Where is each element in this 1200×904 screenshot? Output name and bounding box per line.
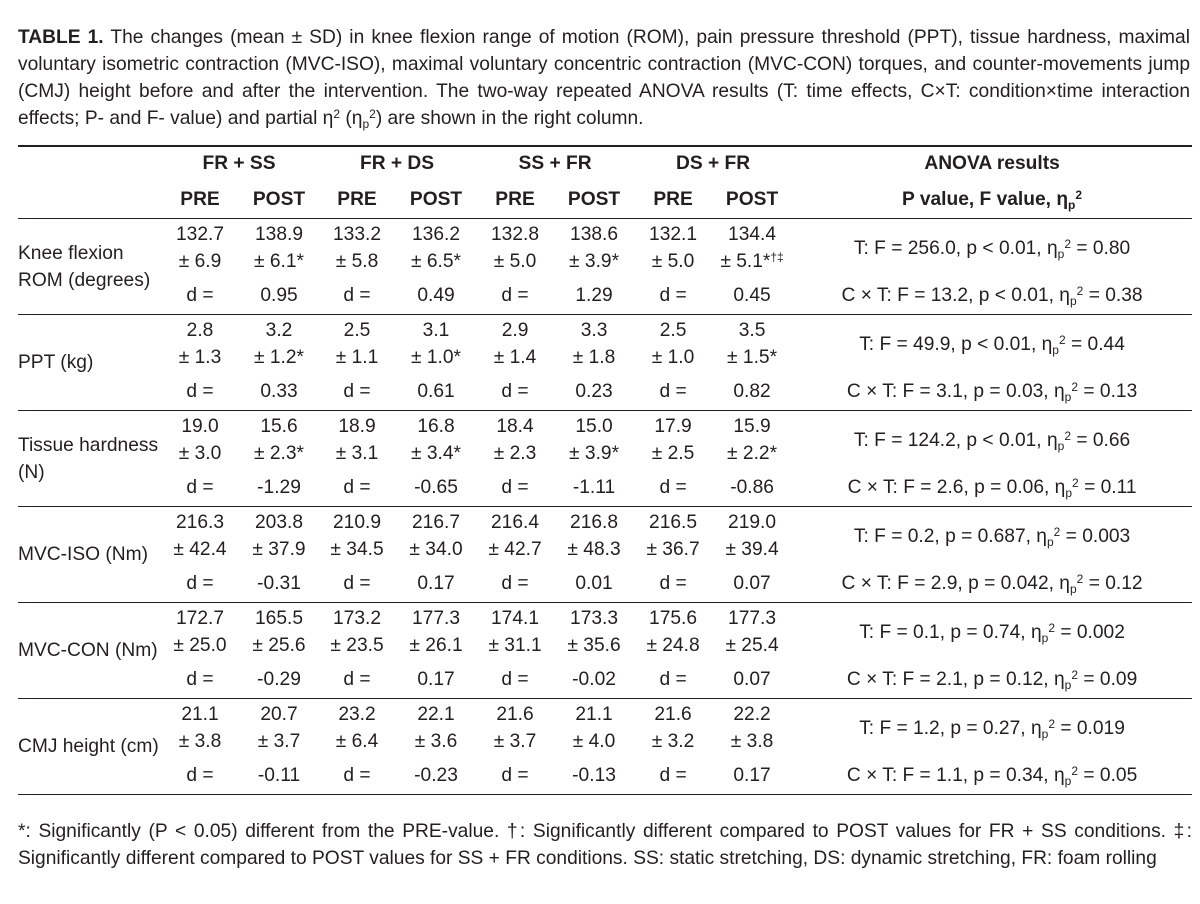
time-effect: T: F = 1.2, p = 0.27, $\eta_p^2 = 0.019$ (859, 716, 1125, 741)
sd-value (160, 248, 240, 275)
sd-text: ± 6.4 (335, 731, 379, 752)
mean-value: 132.7 (175, 224, 224, 245)
value-cell (240, 603, 318, 662)
value-cell (318, 603, 396, 662)
value-cell (554, 603, 634, 662)
d-label: d = (634, 373, 712, 411)
sd-text: ± 34.0 (409, 539, 463, 560)
value-cell (160, 699, 240, 758)
interaction-effect: C × T: F = 2.6, p = 0.06, $\eta_p^2 = 0.11$ (792, 469, 1192, 507)
sd-text: ± 1.3 (178, 347, 222, 368)
mean-value: 3.5 (738, 320, 766, 341)
sd-text: ± 4.0 (572, 731, 616, 752)
sd-value (554, 536, 634, 563)
effect-size-value: 0.82 (712, 373, 792, 411)
sd-text: ± 3.2 (651, 731, 695, 752)
sd-text: ± 31.1 (488, 635, 542, 656)
d-label: d = (634, 757, 712, 795)
value-cell (712, 315, 792, 374)
anova-subheader: P value, F value, $\eta_p^2$ (792, 182, 1192, 219)
row-label: MVC-ISO (Nm) (18, 507, 160, 603)
effect-size-row (18, 469, 1192, 507)
value-cell (634, 411, 712, 470)
effect-size-value: -0.29 (240, 661, 318, 699)
sd-text: ± 35.6 (567, 635, 621, 656)
sd-value (318, 536, 396, 563)
value-cell (396, 507, 476, 566)
row-label: CMJ height (cm) (18, 699, 160, 795)
sd-text: ± 2.2* (727, 443, 778, 464)
mean-value: 18.4 (496, 416, 534, 437)
mean-value: 132.1 (649, 224, 698, 245)
value-cell (318, 411, 396, 470)
d-label: d = (476, 661, 554, 699)
mean-value: 2.8 (186, 320, 214, 341)
sd-value (318, 248, 396, 275)
d-label: d = (318, 757, 396, 795)
pre-header: PRE (476, 182, 554, 219)
sd-value (396, 344, 476, 371)
value-cell (240, 315, 318, 374)
mean-value: 219.0 (728, 512, 777, 533)
d-label: d = (476, 373, 554, 411)
mean-value: 175.6 (649, 608, 698, 629)
mean-value: 216.4 (491, 512, 540, 533)
value-cell (712, 699, 792, 758)
sd-value (476, 344, 554, 371)
results-table (18, 146, 1192, 795)
sd-text: ± 3.1 (335, 443, 379, 464)
sd-text: ± 25.4 (725, 635, 779, 656)
sd-value (240, 632, 318, 659)
sd-text: ± 3.8 (178, 731, 222, 752)
post-header: POST (396, 182, 476, 219)
sd-text: ± 3.4* (411, 443, 462, 464)
value-cell (160, 507, 240, 566)
sd-text: ± 24.8 (646, 635, 700, 656)
value-cell (554, 699, 634, 758)
sd-text: ± 1.5* (727, 347, 778, 368)
sd-text: ± 3.7 (493, 731, 537, 752)
sd-text: ± 5.8 (335, 251, 379, 272)
sd-value (160, 440, 240, 467)
sd-value (318, 440, 396, 467)
value-cell (712, 603, 792, 662)
sd-value (712, 728, 792, 755)
d-label: d = (476, 277, 554, 315)
sd-value (318, 344, 396, 371)
value-cell (634, 699, 712, 758)
sd-text: ± 34.5 (330, 539, 384, 560)
significance-marker: †‡ (770, 250, 784, 264)
mean-value: 15.6 (260, 416, 298, 437)
value-cell (712, 219, 792, 278)
mean-value: 2.5 (343, 320, 371, 341)
value-cell (160, 315, 240, 374)
sd-value (476, 728, 554, 755)
post-header: POST (240, 182, 318, 219)
effect-size-value: 0.07 (712, 565, 792, 603)
effect-size-row (18, 565, 1192, 603)
mean-value: 165.5 (255, 608, 304, 629)
table-caption: TABLE 1. The changes (mean ± SD) in knee flexion range of motion (ROM), pain pressure threshold (PPT), tissue hardness, maximal voluntary isometric contraction (MVC-ISO), maximal voluntary concentric contraction (MVC-CON) torques, and counter-movements jump (CMJ) height before and after the intervention. The two-way repeated ANOVA results (T: time effects, C×T: condition×time interaction effects; P- and F- value) and partial $\eta^2$ $(\eta_p^2)$ are shown in the right column. (18, 27, 1190, 131)
value-cell (240, 699, 318, 758)
d-label: d = (160, 469, 240, 507)
sd-value (712, 344, 792, 371)
mean-value: 22.1 (417, 704, 455, 725)
d-label: d = (318, 469, 396, 507)
value-cell (396, 699, 476, 758)
sd-text: ± 26.1 (409, 635, 463, 656)
mean-value: 134.4 (728, 224, 777, 245)
effect-size-value: 0.17 (712, 757, 792, 795)
mean-value: 138.6 (570, 224, 619, 245)
effect-size-value: 0.61 (396, 373, 476, 411)
value-cell (634, 219, 712, 278)
effect-size-value: -1.11 (554, 469, 634, 507)
mean-value: 173.3 (570, 608, 619, 629)
mean-value: 3.3 (580, 320, 608, 341)
table-row (18, 219, 1192, 278)
d-label: d = (160, 373, 240, 411)
row-label: Tissue hardness (N) (18, 411, 160, 507)
effect-size-value: 0.45 (712, 277, 792, 315)
value-cell (634, 603, 712, 662)
sd-value (396, 440, 476, 467)
sd-text: ± 1.4 (493, 347, 537, 368)
table-row (18, 411, 1192, 470)
mean-value: 216.5 (649, 512, 698, 533)
d-label: d = (476, 565, 554, 603)
sd-text: ± 2.3 (493, 443, 537, 464)
mean-value: 210.9 (333, 512, 382, 533)
value-cell (476, 315, 554, 374)
sd-value (396, 728, 476, 755)
sd-text: ± 3.7 (257, 731, 301, 752)
sd-value (554, 248, 634, 275)
sd-text: ± 1.0 (651, 347, 695, 368)
sd-value (396, 248, 476, 275)
table-row (18, 603, 1192, 662)
sd-text: ± 5.1* (720, 251, 771, 272)
sd-text: ± 37.9 (252, 539, 306, 560)
value-cell (318, 315, 396, 374)
value-cell (554, 507, 634, 566)
mean-value: 136.2 (412, 224, 461, 245)
mean-value: 19.0 (181, 416, 219, 437)
d-label: d = (160, 565, 240, 603)
mean-value: 23.2 (338, 704, 376, 725)
effect-size-value: 0.07 (712, 661, 792, 699)
mean-value: 18.9 (338, 416, 376, 437)
effect-size-value: -0.65 (396, 469, 476, 507)
effect-size-value: 0.17 (396, 565, 476, 603)
mean-value: 21.1 (575, 704, 613, 725)
sd-text: ± 39.4 (725, 539, 779, 560)
sd-text: ± 3.0 (178, 443, 222, 464)
post-header: POST (712, 182, 792, 219)
effect-size-value: 0.01 (554, 565, 634, 603)
sd-text: ± 6.5* (411, 251, 462, 272)
d-label: d = (476, 757, 554, 795)
mean-value: 172.7 (175, 608, 224, 629)
mean-value: 2.5 (659, 320, 687, 341)
pre-header: PRE (634, 182, 712, 219)
mean-value: 133.2 (333, 224, 382, 245)
sd-text: ± 3.8 (730, 731, 774, 752)
value-cell (476, 603, 554, 662)
mean-value: 22.2 (733, 704, 771, 725)
d-label: d = (318, 565, 396, 603)
value-cell (634, 507, 712, 566)
sd-value (318, 632, 396, 659)
sd-text: ± 1.1 (335, 347, 379, 368)
value-cell (160, 411, 240, 470)
sd-value (554, 440, 634, 467)
table-row (18, 699, 1192, 758)
d-label: d = (476, 469, 554, 507)
time-effect: T: F = 124.2, p < 0.01, $\eta_p^2 = 0.66$ (853, 428, 1131, 453)
sd-value (240, 440, 318, 467)
mean-value: 177.3 (412, 608, 461, 629)
sd-text: ± 2.5 (651, 443, 695, 464)
post-header: POST (554, 182, 634, 219)
sd-text: ± 25.6 (252, 635, 306, 656)
sd-value (160, 728, 240, 755)
sd-value (634, 632, 712, 659)
effect-size-value: -0.02 (554, 661, 634, 699)
effect-size-row (18, 661, 1192, 699)
value-cell (240, 411, 318, 470)
condition-header: FR + DS (359, 153, 435, 174)
d-label: d = (634, 565, 712, 603)
mean-value: 16.8 (417, 416, 455, 437)
sd-value (476, 536, 554, 563)
mean-value: 3.2 (265, 320, 293, 341)
mean-value: 216.8 (570, 512, 619, 533)
value-cell (240, 219, 318, 278)
mean-value: 21.6 (654, 704, 692, 725)
mean-value: 15.0 (575, 416, 613, 437)
condition-header: SS + FR (518, 153, 592, 174)
sd-value (712, 440, 792, 467)
sd-value (712, 536, 792, 563)
mean-value: 21.6 (496, 704, 534, 725)
interaction-effect: C × T: F = 3.1, p = 0.03, $\eta_p^2 = 0.13$ (792, 373, 1192, 411)
effect-size-value: 1.29 (554, 277, 634, 315)
sd-text: ± 48.3 (567, 539, 621, 560)
table-footnote: *: Significantly (P < 0.05) different from the PRE-value. †: Significantly different compared to POST values for FR + SS conditions. ‡: Significantly different compared to POST values for SS + FR conditions. SS: static stretching, DS: dynamic stretching, FR: foam rolling (18, 821, 1192, 869)
d-label: d = (318, 373, 396, 411)
sd-text: ± 3.9* (569, 443, 620, 464)
effect-size-value: 0.23 (554, 373, 634, 411)
effect-size-value: -1.29 (240, 469, 318, 507)
sd-value (396, 632, 476, 659)
value-cell (396, 603, 476, 662)
sd-text: ± 6.1* (254, 251, 305, 272)
value-cell (476, 219, 554, 278)
sd-value (634, 440, 712, 467)
mean-value: 17.9 (654, 416, 692, 437)
sd-value (554, 728, 634, 755)
d-label: d = (160, 661, 240, 699)
table-label: TABLE 1. (18, 27, 104, 48)
mean-value: 2.9 (501, 320, 529, 341)
effect-size-value: -0.31 (240, 565, 318, 603)
sd-value (240, 536, 318, 563)
effect-size-value: 0.49 (396, 277, 476, 315)
value-cell (318, 699, 396, 758)
condition-header: DS + FR (676, 153, 751, 174)
value-cell (396, 315, 476, 374)
anova-header: ANOVA results (924, 153, 1060, 174)
pre-header: PRE (318, 182, 396, 219)
sd-text: ± 5.0 (493, 251, 537, 272)
mean-value: 174.1 (491, 608, 540, 629)
value-cell (476, 411, 554, 470)
sd-text: ± 1.0* (411, 347, 462, 368)
interaction-effect: C × T: F = 13.2, p < 0.01, $\eta_p^2 = 0.38$ (792, 277, 1192, 315)
d-label: d = (318, 661, 396, 699)
value-cell (160, 603, 240, 662)
condition-header: FR + SS (202, 153, 276, 174)
mean-value: 216.7 (412, 512, 461, 533)
pre-header: PRE (160, 182, 240, 219)
effect-size-value: 0.17 (396, 661, 476, 699)
d-label: d = (634, 469, 712, 507)
interaction-effect: C × T: F = 1.1, p = 0.34, $\eta_p^2 = 0.05$ (792, 757, 1192, 795)
value-cell (554, 411, 634, 470)
sd-value (160, 344, 240, 371)
value-cell (712, 507, 792, 566)
effect-size-value: 0.95 (240, 277, 318, 315)
d-label: d = (160, 277, 240, 315)
sd-text: ± 3.9* (569, 251, 620, 272)
sd-value (634, 248, 712, 275)
mean-value: 177.3 (728, 608, 777, 629)
effect-size-value: -0.13 (554, 757, 634, 795)
sd-value (160, 632, 240, 659)
value-cell (554, 315, 634, 374)
sd-text: ± 3.6 (414, 731, 458, 752)
row-label: MVC-CON (Nm) (18, 603, 160, 699)
time-effect: T: F = 256.0, p < 0.01, $\eta_p^2 = 0.80$ (853, 236, 1131, 261)
sd-value (712, 632, 792, 659)
sd-value (554, 344, 634, 371)
sd-value (476, 440, 554, 467)
sd-value (634, 344, 712, 371)
mean-value: 203.8 (255, 512, 304, 533)
value-cell (476, 699, 554, 758)
value-cell (240, 507, 318, 566)
time-effect: T: F = 49.9, p < 0.01, $\eta_p^2 = 0.44$ (859, 332, 1125, 357)
sd-value (476, 632, 554, 659)
mean-value: 173.2 (333, 608, 382, 629)
table-row (18, 315, 1192, 374)
sd-value (554, 632, 634, 659)
sd-value (240, 728, 318, 755)
effect-size-row (18, 277, 1192, 315)
interaction-effect: C × T: F = 2.1, p = 0.12, $\eta_p^2 = 0.09$ (792, 661, 1192, 699)
row-label: PPT (kg) (18, 315, 160, 411)
sd-value (634, 728, 712, 755)
sd-value (240, 344, 318, 371)
d-label: d = (160, 757, 240, 795)
value-cell (554, 219, 634, 278)
caption-text: The changes (mean ± SD) in knee flexion range of motion (ROM), pain pressure threshold (PPT), tissue hardness, maximal voluntary isometric contraction (MVC-ISO), maximal voluntary concentric contraction (MVC-CON) torques, and counter-movements jump (CMJ) height before and after the intervention. The two-way repeated ANOVA results (T: time effects, C×T: condition×time interaction effects; P- and F- value) and partial η (18, 27, 1190, 129)
value-cell (712, 411, 792, 470)
value-cell (476, 507, 554, 566)
mean-value: 216.3 (175, 512, 224, 533)
value-cell (396, 219, 476, 278)
d-label: d = (318, 277, 396, 315)
effect-size-value: -0.11 (240, 757, 318, 795)
effect-size-row (18, 757, 1192, 795)
row-label: Knee flexion ROM (degrees) (18, 219, 160, 315)
value-cell (318, 507, 396, 566)
d-label: d = (634, 661, 712, 699)
sd-text: ± 6.9 (178, 251, 222, 272)
mean-value: 20.7 (260, 704, 298, 725)
sd-value (712, 248, 792, 275)
sd-text: ± 36.7 (646, 539, 700, 560)
sd-text: ± 1.2* (254, 347, 305, 368)
sd-text: ± 1.8 (572, 347, 616, 368)
value-cell (634, 315, 712, 374)
sd-value (160, 536, 240, 563)
sd-text: ± 23.5 (330, 635, 384, 656)
time-effect: T: F = 0.1, p = 0.74, $\eta_p^2 = 0.002$ (859, 620, 1125, 645)
time-effect: T: F = 0.2, p = 0.687, $\eta_p^2 = 0.003$ (853, 524, 1131, 549)
value-cell (160, 219, 240, 278)
header-row-timepoints (18, 182, 1192, 219)
sd-text: ± 42.4 (173, 539, 227, 560)
mean-value: 15.9 (733, 416, 771, 437)
table-row (18, 507, 1192, 566)
sd-text: ± 42.7 (488, 539, 542, 560)
mean-value: 138.9 (255, 224, 304, 245)
d-label: d = (634, 277, 712, 315)
header-row-conditions (18, 146, 1192, 182)
mean-value: 21.1 (181, 704, 219, 725)
sd-value (396, 536, 476, 563)
effect-size-value: -0.23 (396, 757, 476, 795)
mean-value: 132.8 (491, 224, 540, 245)
effect-size-row (18, 373, 1192, 411)
effect-size-value: 0.33 (240, 373, 318, 411)
sd-text: ± 2.3* (254, 443, 305, 464)
sd-value (318, 728, 396, 755)
sd-text: ± 5.0 (651, 251, 695, 272)
effect-size-value: -0.86 (712, 469, 792, 507)
value-cell (396, 411, 476, 470)
sd-value (634, 536, 712, 563)
interaction-effect: C × T: F = 2.9, p = 0.042, $\eta_p^2 = 0.12$ (792, 565, 1192, 603)
sd-value (240, 248, 318, 275)
sd-value (476, 248, 554, 275)
sd-text: ± 25.0 (173, 635, 227, 656)
mean-value: 3.1 (422, 320, 450, 341)
value-cell (318, 219, 396, 278)
